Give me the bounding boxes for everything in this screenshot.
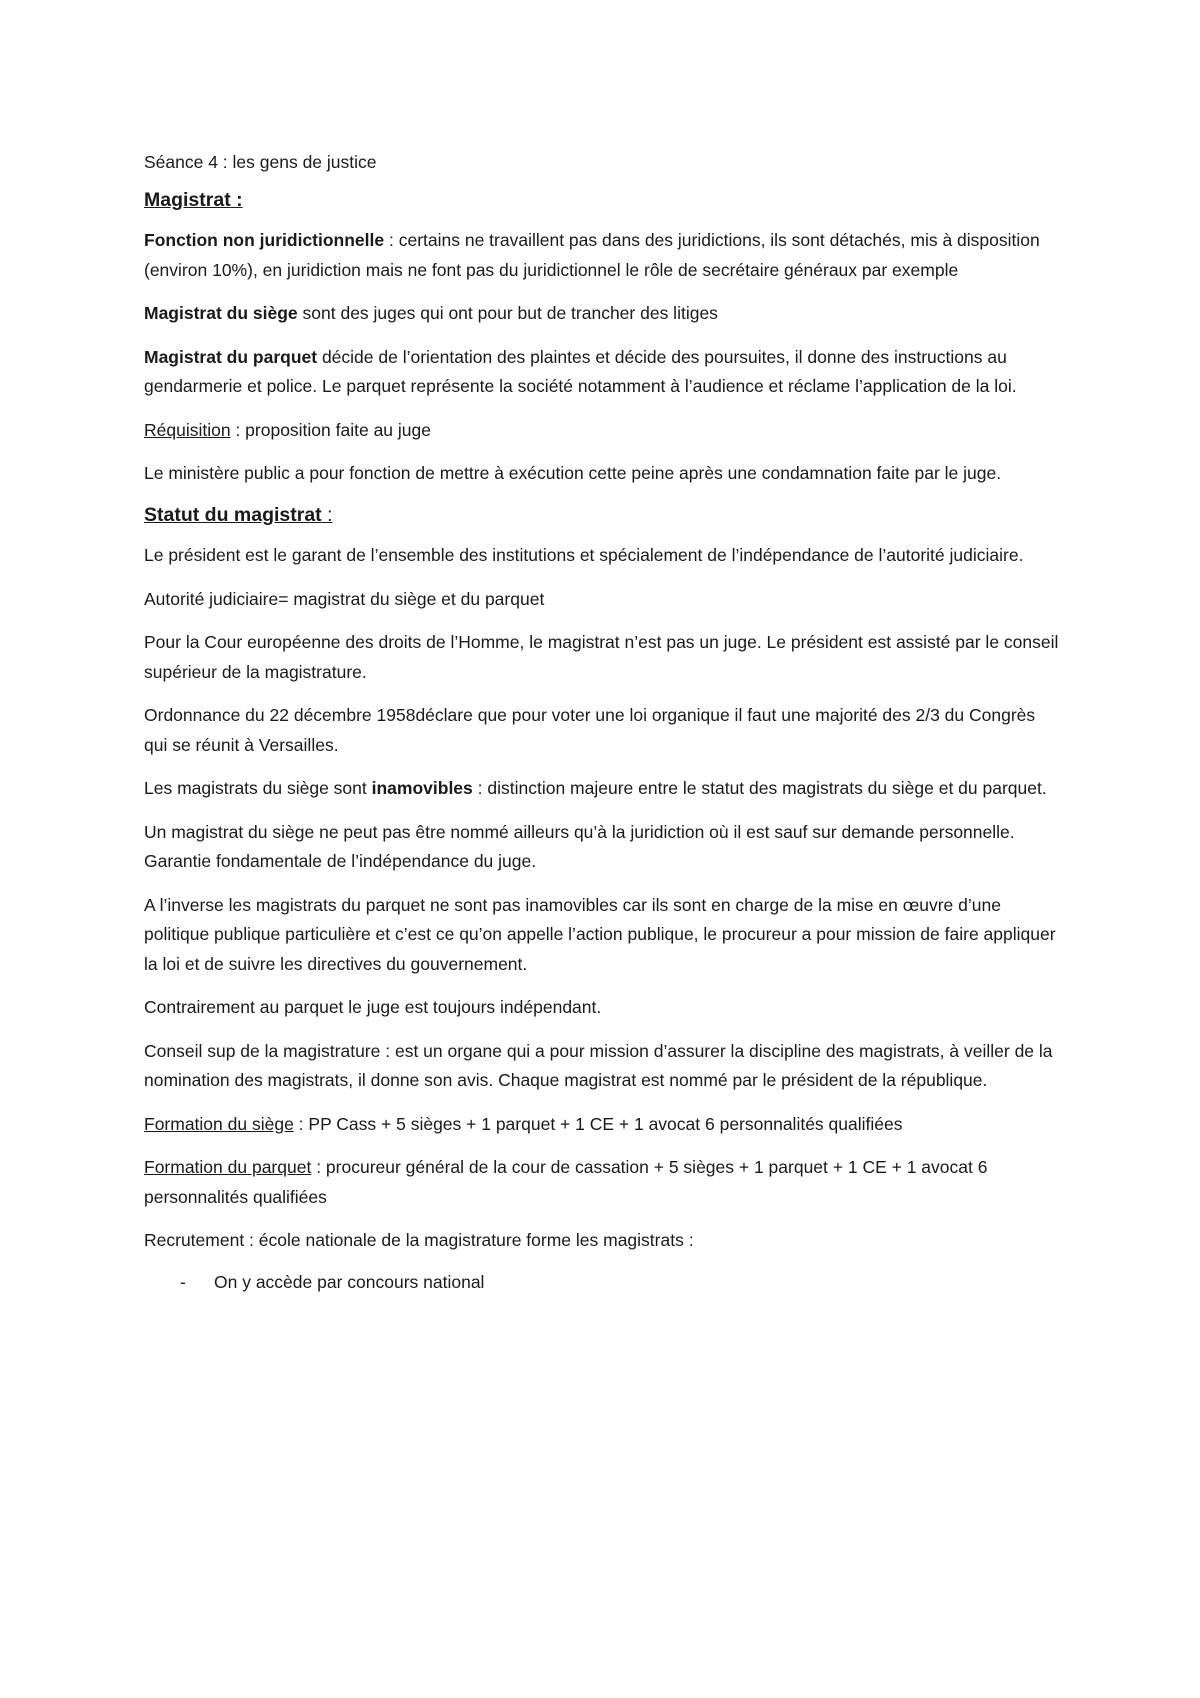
underlined-term: Formation du parquet — [144, 1157, 312, 1177]
paragraph-text: : certains ne travaillent pas dans des juridictions, ils sont détachés, mis à disposition (environ 10%), en juridiction mais ne font pas du juridictionnel le rôle de secrétaire généraux par exemple — [144, 230, 1040, 280]
bold-term: inamovibles — [371, 778, 473, 798]
underlined-term: Formation du siège — [144, 1113, 294, 1134]
paragraph-text: : PP Cass + 5 sièges + 1 parquet + 1 CE + 1 avocat 6 personnalités qualifiées — [293, 1113, 903, 1134]
dash-bullet: - — [180, 1271, 186, 1292]
paragraph-parquet-non-inamovibles: A l’inverse les magistrats du parquet ne sont pas inamovibles car ils sont en charge de la mise en œuvre d’une politique publique particulière et c’est ce qu’on appelle l’action publique, le procureur a pour mission de faire appliquer la loi et de suivre les directives du gouvernement. — [144, 894, 1056, 974]
section-heading-text: Statut du magistrat — [144, 503, 322, 526]
paragraph-president-garant: Le président est le garant de l’ensemble des institutions et spécialement de l’indépendance de l’autorité judiciaire. — [144, 545, 1024, 565]
paragraph-recrutement: Recrutement : école nationale de la magistrature forme les magistrats : — [144, 1230, 694, 1250]
bold-term: Magistrat du parquet — [144, 346, 318, 367]
section-heading-text: Magistrat — [144, 188, 231, 211]
paragraph-text: décide de l’orientation des plaintes et décide des poursuites, il donne des instructions au gendarmerie et police. Le parquet représente la société notamment à l’audience et réclame l’application de la loi. — [144, 346, 1017, 396]
paragraph-text: : proposition faite au juge — [230, 419, 431, 440]
bullet-list — [144, 1268, 1060, 1298]
bold-term: Magistrat du siège — [144, 303, 298, 323]
paragraph-text: sont des juges qui ont pour but de trancher des litiges — [297, 303, 718, 323]
document-title: Séance 4 : les gens de justice — [144, 152, 377, 172]
paragraph-ministere-public: Le ministère public a pour fonction de mettre à exécution cette peine après une condamnation faite par le juge. — [144, 463, 1002, 483]
bold-term: Fonction non juridictionnelle — [144, 230, 385, 250]
paragraph-fonction-non-juridictionnelle — [144, 226, 1060, 285]
list-item — [144, 1268, 1060, 1298]
paragraph-juge-independant: Contrairement au parquet le juge est toujours indépendant. — [144, 997, 602, 1017]
section-heading-colon: : — [230, 188, 243, 211]
paragraph-requisition — [144, 416, 1060, 446]
section-heading-statut-du-magistrat — [144, 501, 1060, 531]
underlined-term: Réquisition — [144, 419, 231, 440]
section-heading-magistrat — [144, 186, 1060, 216]
paragraph-text: : distinction majeure entre le statut des magistrats du siège et du parquet. — [472, 778, 1047, 798]
paragraph-magistrat-du-parquet — [144, 343, 1060, 402]
paragraph-magistrat-du-siege — [144, 299, 1060, 329]
paragraph-conseil-sup: Conseil sup de la magistrature : est un organe qui a pour mission d’assurer la discipline des magistrats, à veiller de la nomination des magistrats, il donne son avis. Chaque magistrat est nommé par le président de la république. — [144, 1040, 1053, 1090]
paragraph-autorite-judiciaire: Autorité judiciaire= magistrat du siège et du parquet — [144, 588, 545, 609]
paragraph-text: : procureur général de la cour de cassation + 5 sièges + 1 parquet + 1 CE + 1 avocat 6 personnalités qualifiées — [144, 1157, 988, 1207]
paragraph-text: Les magistrats du siège sont — [144, 778, 372, 798]
paragraph-ordonnance-1958: Ordonnance du 22 décembre 1958déclare que pour voter une loi organique il faut une majorité des 2/3 du Congrès qui se réunit à Versailles. — [144, 705, 1036, 755]
list-item-text: On y accède par concours national — [214, 1271, 485, 1292]
section-heading-colon: : — [321, 503, 333, 526]
paragraph-inamovibles — [144, 774, 1060, 804]
paragraph-formation-du-parquet — [144, 1153, 1060, 1212]
document-page — [144, 148, 1060, 1297]
paragraph-cour-europeenne: Pour la Cour européenne des droits de l’Homme, le magistrat n’est pas un juge. Le président est assisté par le conseil supérieur de la magistrature. — [144, 632, 1059, 682]
paragraph-magistrat-nomme: Un magistrat du siège ne peut pas être nommé ailleurs qu’à la juridiction où il est sauf sur demande personnelle. Garantie fondamentale de l’indépendance du juge. — [144, 821, 1015, 871]
paragraph-formation-du-siege — [144, 1110, 1060, 1140]
